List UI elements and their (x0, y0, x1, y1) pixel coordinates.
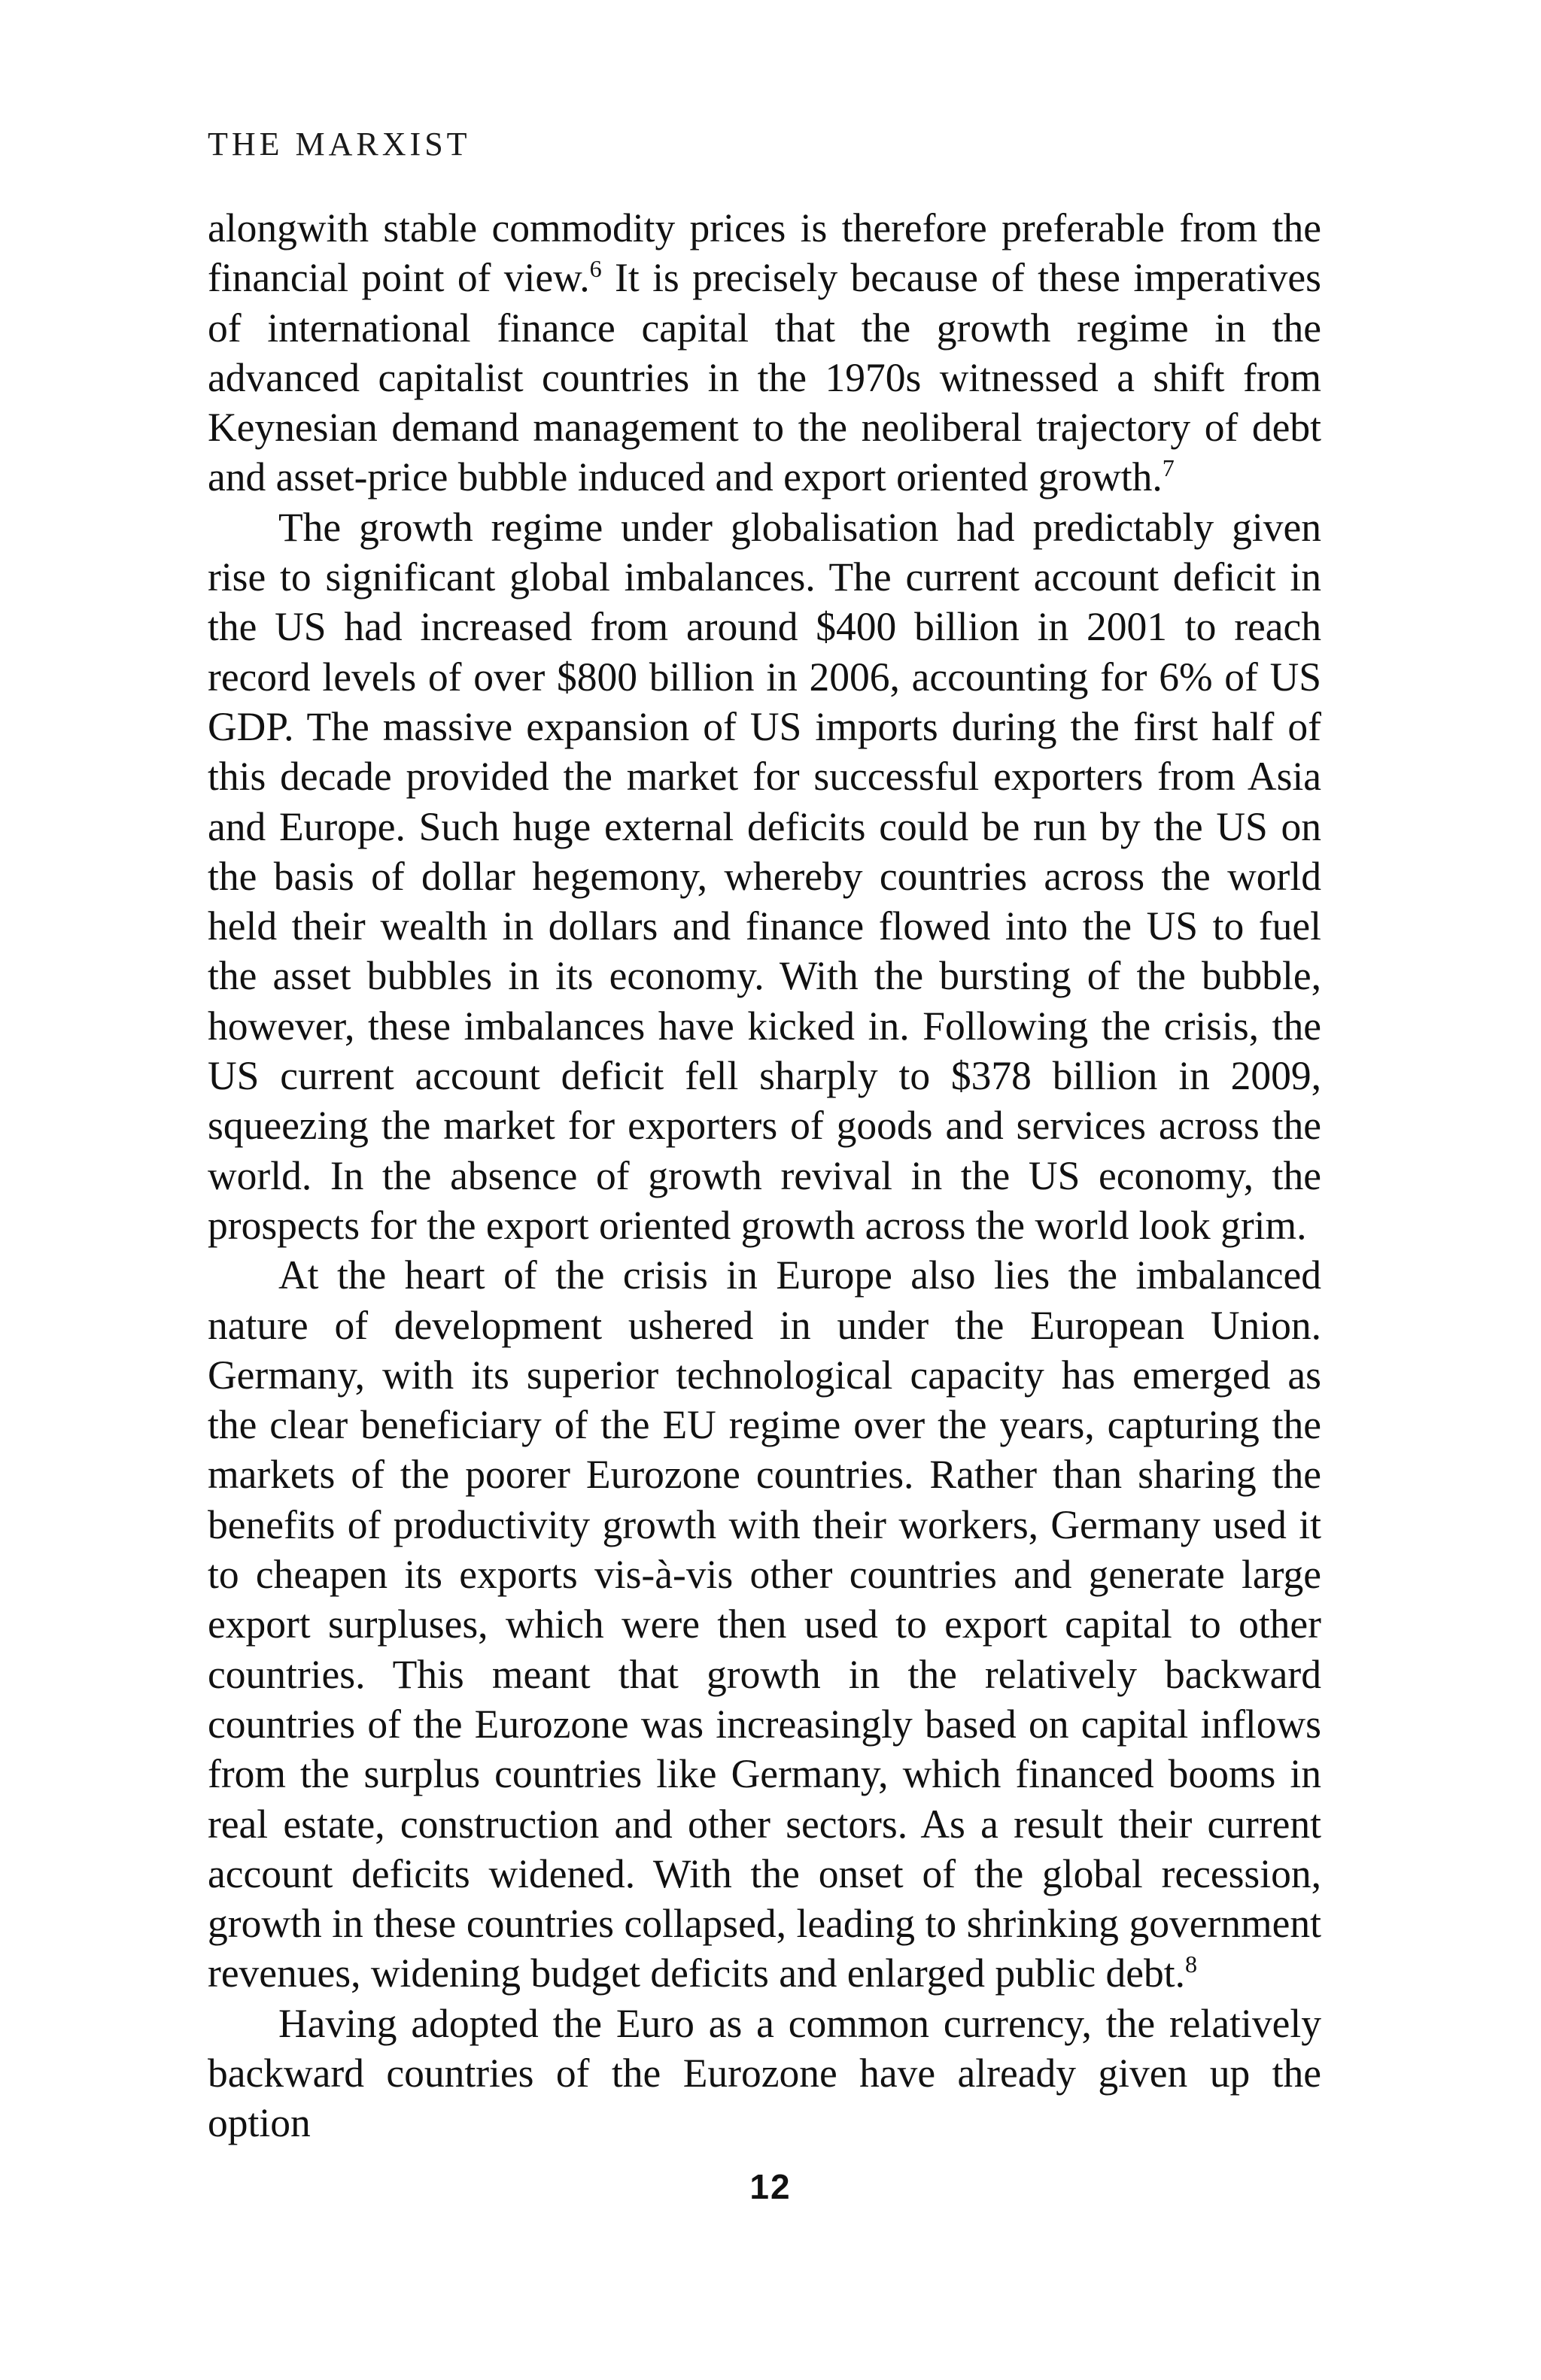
paragraph-4-text: Having adopted the Euro as a common currency, the relatively backward countries of the Eurozone have already given up the option (208, 2000, 1321, 2146)
paragraph-4 (208, 1999, 1321, 2148)
paragraph-1-text-b: It is precisely because of these imperatives of international finance capital that the growth regime in the advanced capitalist countries in the 1970s witnessed a shift from Keynesian demand management to the neoliberal trajectory of debt and asset-price bubble induced and export oriented growth. (208, 255, 1321, 500)
paragraph-3-text: At the heart of the crisis in Europe also lies the imbalanced nature of development ushered in under the European Union. Germany, with its superior technological capacity has emerged as the clear beneficiary of the EU regime over the years, capturing the markets of the poorer Eurozone countries. Rather than sharing the benefits of productivity growth with their workers, Germany used it to cheapen its exports vis-à-vis other countries and generate large export surpluses, which were then used to export capital to other countries. This meant that growth in the relatively backward countries of the Eurozone was increasingly based on capital inflows from the surplus countries like Germany, which financed booms in real estate, construction and other sectors. As a result their current account deficits widened. With the onset of the global recession, growth in these countries collapsed, leading to shrinking government revenues, widening budget deficits and enlarged public debt. (208, 1252, 1321, 1996)
running-head: THE MARXIST (208, 126, 471, 162)
footnote-ref-6: 6 (589, 255, 602, 283)
paragraph-2 (208, 502, 1321, 1250)
page-number: 12 (749, 2167, 792, 2206)
footnote-ref-8: 8 (1184, 1950, 1198, 1978)
paragraph-1-text-a: alongwith stable commodity prices is therefore preferable from the financial point of view. (208, 205, 1321, 301)
paragraph-1 (208, 203, 1321, 502)
paragraph-3 (208, 1250, 1321, 1998)
body-text (208, 203, 1321, 2148)
paragraph-2-text: The growth regime under globalisation had predictably given rise to significant global imbalances. The current account deficit in the US had increased from around $400 billion in 2001 to reach record levels of over $800 billion in 2006, accounting for 6% of US GDP. The massive expansion of US imports during the first half of this decade provided the market for successful exporters from Asia and Europe. Such huge external deficits could be run by the US on the basis of dollar hegemony, whereby countries across the world held their wealth in dollars and finance flowed into the US to fuel the asset bubbles in its economy. With the bursting of the bubble, however, these imbalances have kicked in. Following the crisis, the US current account deficit fell sharply to $378 billion in 2009, squeezing the market for exporters of goods and services across the world. In the absence of growth revival in the US economy, the prospects for the export oriented growth across the world look grim. (208, 504, 1321, 1248)
footnote-ref-7: 7 (1162, 454, 1175, 482)
